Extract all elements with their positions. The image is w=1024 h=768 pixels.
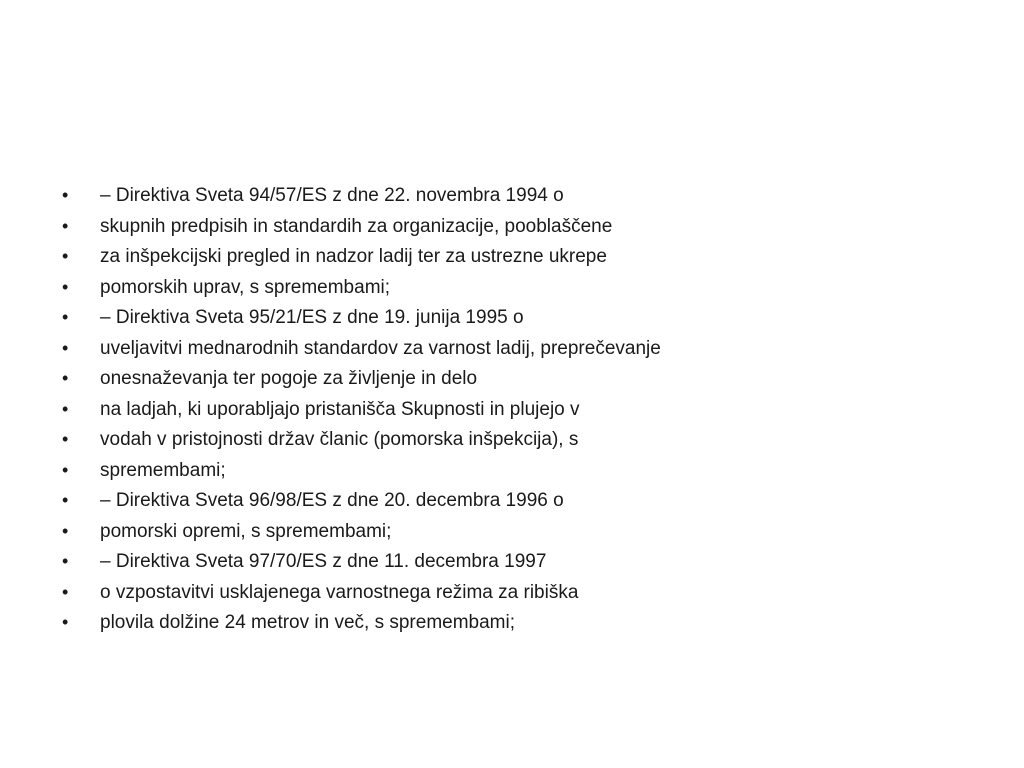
bullet-item bbox=[62, 180, 661, 211]
bullet-text: – Direktiva Sveta 96/98/ES z dne 20. decembra 1996 o bbox=[100, 490, 564, 511]
bullet-icon: • bbox=[62, 307, 69, 327]
bullet-text: pomorski opremi, s spremembami; bbox=[100, 520, 392, 542]
bullet-icon: • bbox=[62, 398, 69, 419]
bullet-item bbox=[62, 211, 661, 242]
bullet-icon: • bbox=[62, 490, 69, 510]
bullet-item bbox=[62, 363, 661, 394]
bullet-icon: • bbox=[62, 520, 69, 541]
bullet-icon: • bbox=[62, 612, 69, 632]
bullet-text: – Direktiva Sveta 95/21/ES z dne 19. junija 1995 o bbox=[100, 307, 524, 328]
bullet-text: skupnih predpisih in standardih za organizacije, pooblaščene bbox=[100, 215, 613, 237]
bullet-item bbox=[62, 607, 661, 638]
bullet-text: o vzpostavitvi usklajenega varnostnega režima za ribiška bbox=[100, 581, 579, 603]
bullet-text: vodah v pristojnosti držav članic (pomorska inšpekcija), s bbox=[100, 429, 579, 450]
bullet-text: za inšpekcijski pregled in nadzor ladij ter za ustrezne ukrepe bbox=[100, 246, 607, 267]
bullet-icon: • bbox=[62, 581, 69, 602]
bullet-item bbox=[62, 424, 661, 455]
bullet-item bbox=[62, 546, 661, 577]
bullet-item bbox=[62, 577, 661, 608]
bullet-icon: • bbox=[62, 429, 69, 449]
bullet-icon: • bbox=[62, 337, 69, 358]
bullet-text: – Direktiva Sveta 97/70/ES z dne 11. decembra 1997 bbox=[100, 551, 547, 572]
bullet-icon: • bbox=[62, 368, 69, 388]
bullet-text: plovila dolžine 24 metrov in več, s spremembami; bbox=[100, 612, 516, 633]
bullet-item bbox=[62, 272, 661, 303]
bullet-icon: • bbox=[62, 215, 69, 236]
bullet-item bbox=[62, 302, 661, 333]
bullet-item bbox=[62, 394, 661, 425]
bullet-text: spremembami; bbox=[100, 459, 226, 481]
bullet-icon: • bbox=[62, 185, 69, 205]
bullet-item bbox=[62, 516, 661, 547]
bullet-text: – Direktiva Sveta 94/57/ES z dne 22. novembra 1994 o bbox=[100, 185, 564, 206]
bullet-list bbox=[62, 180, 661, 638]
bullet-text: uveljavitvi mednarodnih standardov za varnost ladij, preprečevanje bbox=[100, 337, 661, 359]
bullet-icon: • bbox=[62, 276, 69, 297]
bullet-text: na ladjah, ki uporabljajo pristanišča Skupnosti in plujejo v bbox=[100, 398, 580, 420]
bullet-item bbox=[62, 485, 661, 516]
bullet-icon: • bbox=[62, 459, 69, 480]
bullet-item bbox=[62, 333, 661, 364]
bullet-item bbox=[62, 241, 661, 272]
bullet-text: onesnaževanja ter pogoje za življenje in delo bbox=[100, 368, 478, 389]
bullet-text: pomorskih uprav, s spremembami; bbox=[100, 276, 391, 298]
bullet-icon: • bbox=[62, 551, 69, 571]
bullet-icon: • bbox=[62, 246, 69, 266]
bullet-item bbox=[62, 455, 661, 486]
